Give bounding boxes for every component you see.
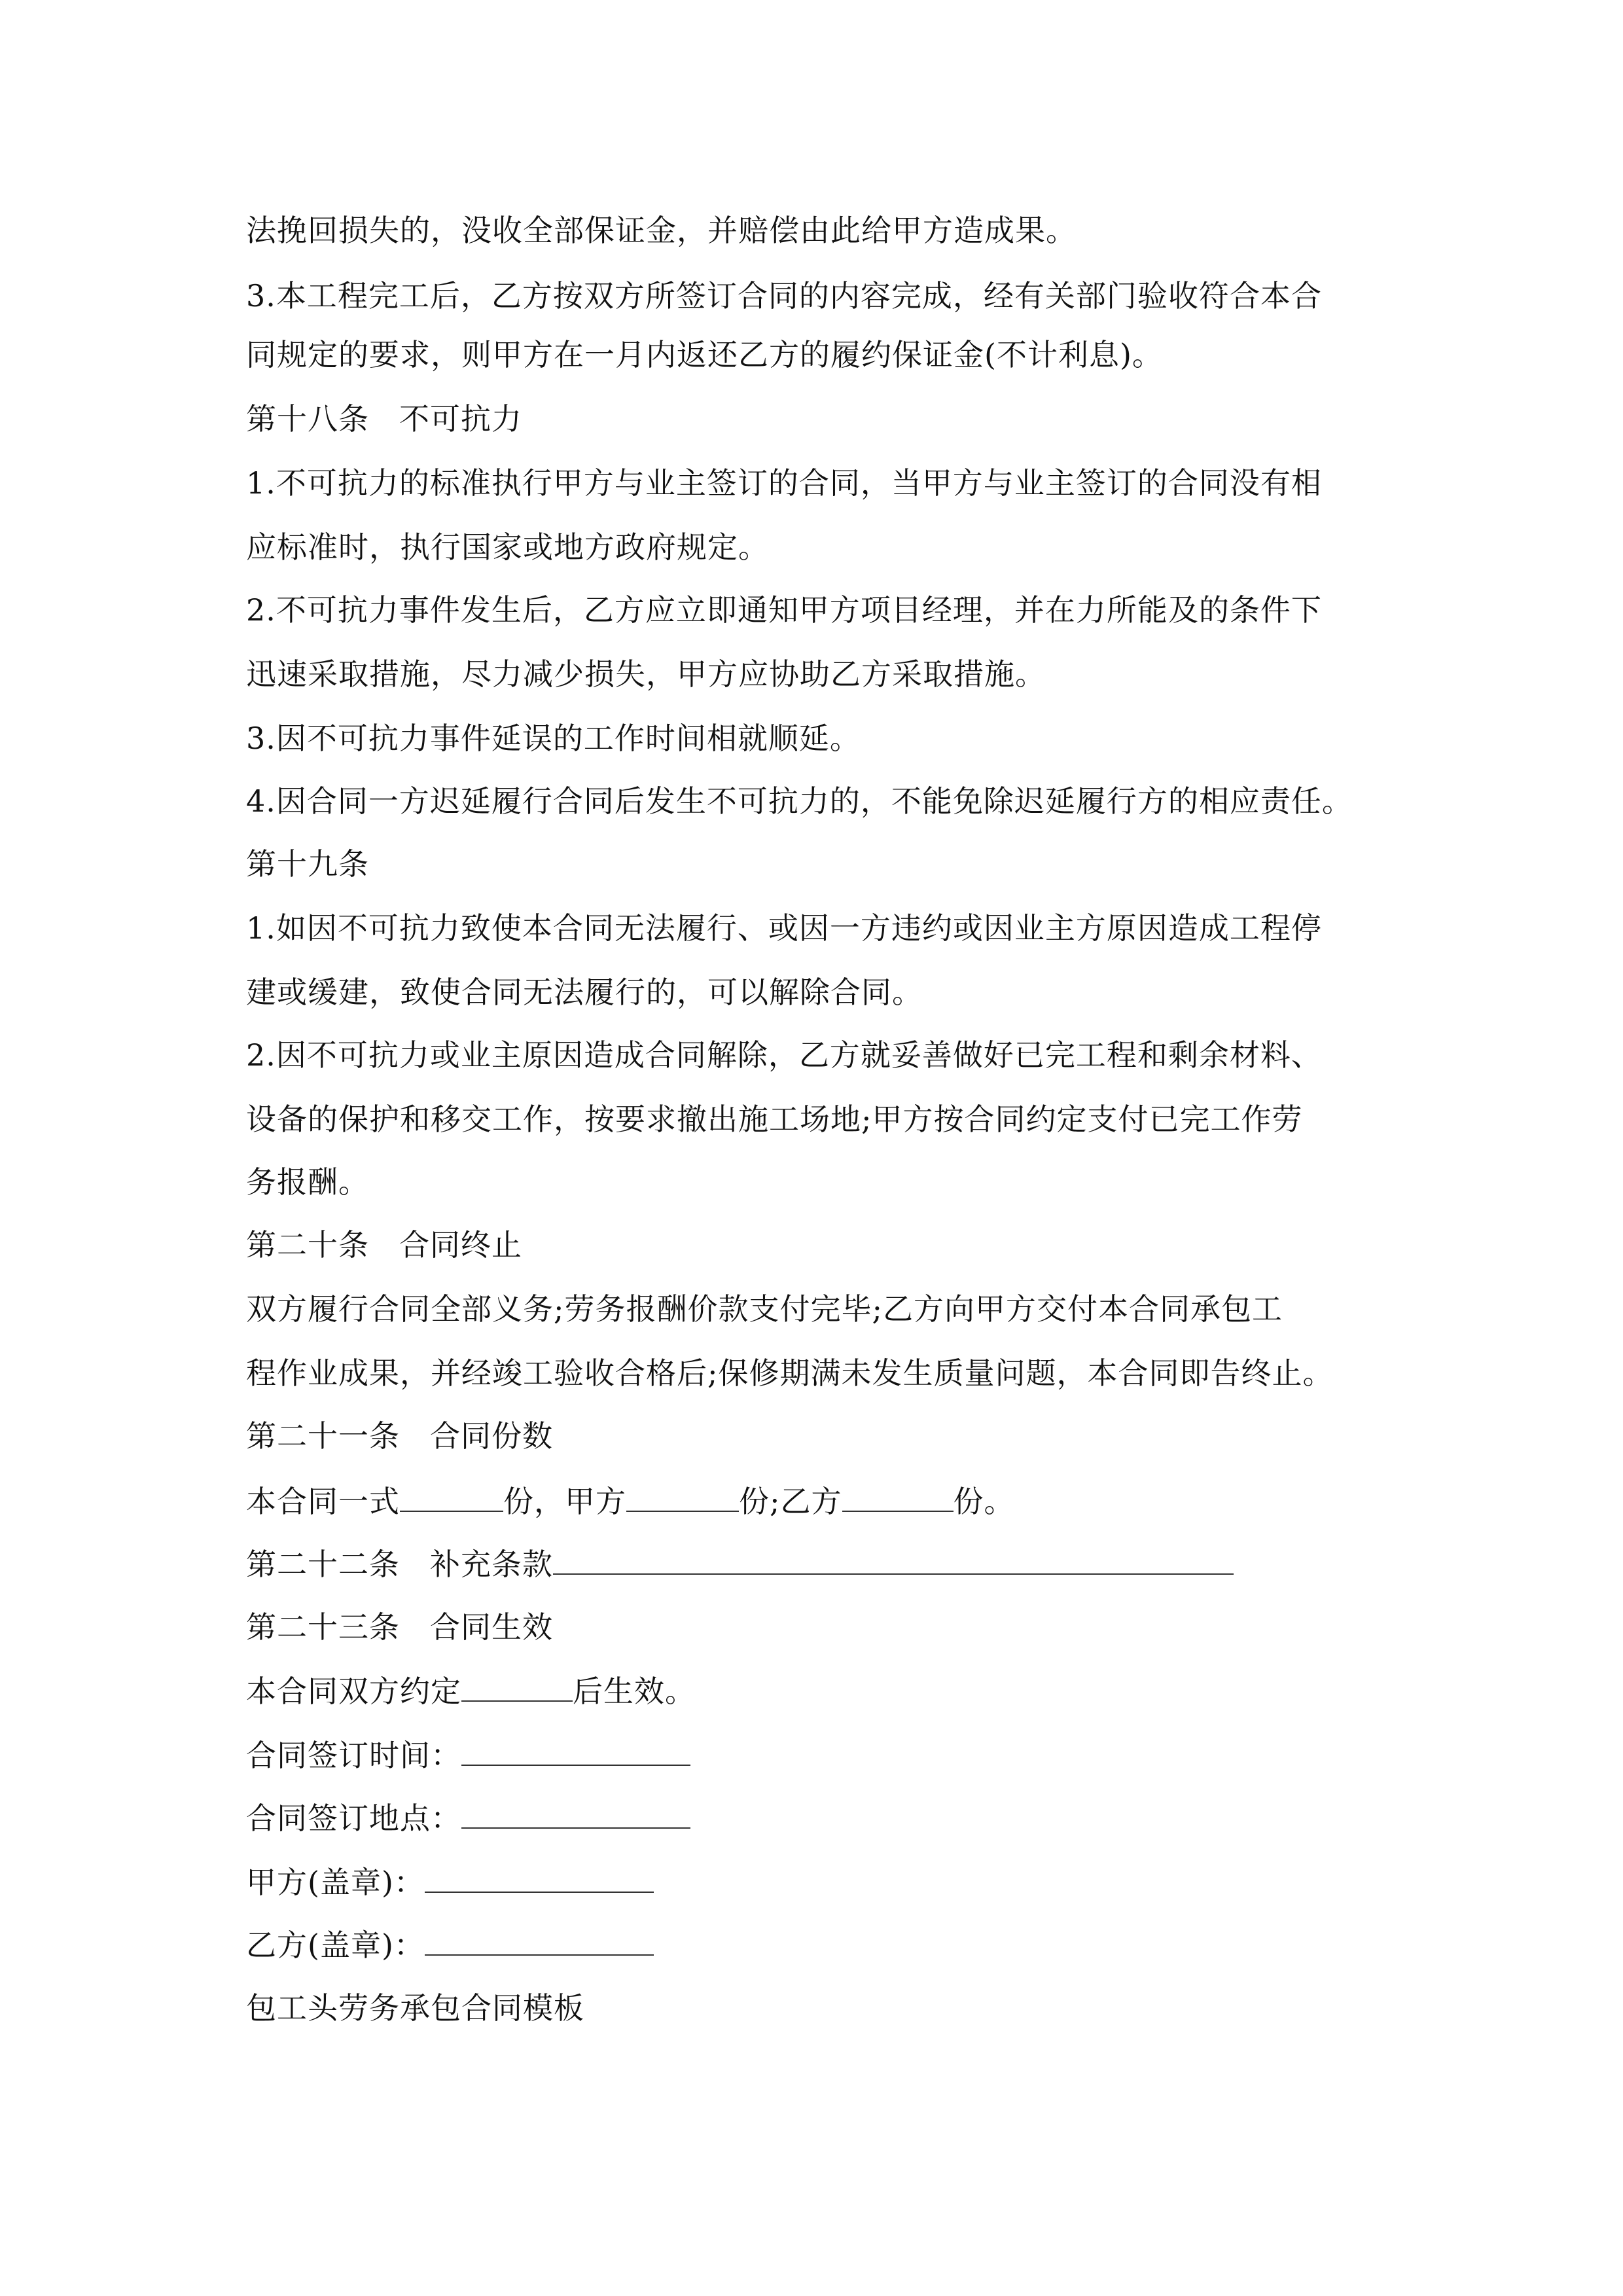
party-a-seal-label: 甲方(盖章)： bbox=[246, 1865, 425, 1900]
paragraph-line: 迅速采取措施，尽力减少损失，甲方应协助乙方采取措施。 bbox=[246, 656, 1046, 692]
copies-total-blank[interactable] bbox=[400, 1480, 503, 1512]
article-number: 第二十三条 bbox=[246, 1609, 400, 1645]
article-title: 合同份数 bbox=[430, 1418, 553, 1454]
paragraph-line: 4.因合同一方迟延履行合同后发生不可抗力的，不能免除迟延履行方的相应责任。 bbox=[246, 783, 1353, 819]
paragraph-line: 建或缓建，致使合同无法履行的，可以解除合同。 bbox=[246, 975, 923, 1010]
party-a-seal-line bbox=[246, 1861, 654, 1902]
paragraph-line: 2.不可抗力事件发生后，乙方应立即通知甲方项目经理，并在力所能及的条件下 bbox=[246, 592, 1322, 628]
party-a-seal-blank[interactable] bbox=[425, 1861, 654, 1893]
paragraph-line: 应标准时，执行国家或地方政府规定。 bbox=[246, 529, 769, 565]
copies-line bbox=[246, 1480, 1015, 1521]
effective-prefix: 本合同双方约定 bbox=[246, 1674, 461, 1709]
signing-time-line bbox=[246, 1734, 690, 1775]
article-22-heading bbox=[246, 1543, 1234, 1584]
copies-unit: 份;乙方 bbox=[739, 1484, 842, 1519]
article-title: 不可抗力 bbox=[399, 401, 522, 437]
signing-place-blank[interactable] bbox=[461, 1797, 690, 1829]
article-number: 第二十条 bbox=[246, 1227, 369, 1263]
signing-place-line bbox=[246, 1797, 690, 1838]
copies-prefix: 本合同一式 bbox=[246, 1484, 400, 1519]
party-b-seal-blank[interactable] bbox=[425, 1924, 654, 1956]
article-21-heading bbox=[246, 1416, 553, 1456]
next-document-title: 包工头劳务承包合同模板 bbox=[246, 1990, 584, 2026]
paragraph-line: 1.如因不可抗力致使本合同无法履行、或因一方违约或因业主方原因造成工程停 bbox=[246, 910, 1322, 946]
article-number: 第二十二条 bbox=[246, 1547, 400, 1582]
article-title: 合同生效 bbox=[430, 1609, 553, 1645]
copies-party-b-blank[interactable] bbox=[842, 1480, 954, 1512]
paragraph-line: 程作业成果，并经竣工验收合格后;保修期满未发生质量问题，本合同即告终止。 bbox=[246, 1355, 1334, 1391]
paragraph-line: 3.因不可抗力事件延误的工作时间相就顺延。 bbox=[246, 721, 861, 756]
signing-time-label: 合同签订时间： bbox=[246, 1738, 461, 1773]
paragraph-line: 1.不可抗力的标准执行甲方与业主签订的合同，当甲方与业主签订的合同没有相 bbox=[246, 465, 1322, 501]
article-20-heading bbox=[246, 1225, 522, 1265]
paragraph-line: 务报酬。 bbox=[246, 1164, 369, 1200]
effective-line bbox=[246, 1670, 696, 1711]
article-number: 第十八条 bbox=[246, 401, 369, 437]
article-19-heading: 第十九条 bbox=[246, 846, 369, 882]
copies-unit: 份。 bbox=[953, 1484, 1015, 1519]
article-18-heading bbox=[246, 399, 522, 439]
effective-condition-blank[interactable] bbox=[461, 1670, 573, 1702]
article-title: 合同终止 bbox=[399, 1227, 522, 1263]
party-b-seal-label: 乙方(盖章)： bbox=[246, 1928, 425, 1963]
paragraph-line: 同规定的要求，则甲方在一月内返还乙方的履约保证金(不计利息)。 bbox=[246, 337, 1163, 372]
supplementary-terms-blank[interactable] bbox=[553, 1543, 1234, 1575]
copies-party-a-blank[interactable] bbox=[626, 1480, 739, 1512]
signing-place-label: 合同签订地点： bbox=[246, 1801, 461, 1836]
paragraph-line: 双方履行合同全部义务;劳务报酬价款支付完毕;乙方向甲方交付本合同承包工 bbox=[246, 1291, 1283, 1327]
article-number: 第二十一条 bbox=[246, 1418, 400, 1454]
article-title: 补充条款 bbox=[430, 1547, 553, 1582]
paragraph-line: 3.本工程完工后，乙方按双方所签订合同的内容完成，经有关部门验收符合本合 bbox=[246, 278, 1322, 314]
article-23-heading bbox=[246, 1607, 553, 1647]
paragraph-line: 2.因不可抗力或业主原因造成合同解除，乙方就妥善做好已完工程和剩余材料、 bbox=[246, 1037, 1322, 1073]
party-b-seal-line bbox=[246, 1924, 654, 1965]
paragraph-line: 法挽回损失的，没收全部保证金，并赔偿由此给甲方造成果。 bbox=[246, 213, 1077, 248]
signing-time-blank[interactable] bbox=[461, 1734, 690, 1766]
effective-suffix: 后生效。 bbox=[573, 1674, 696, 1709]
copies-unit: 份，甲方 bbox=[503, 1484, 626, 1519]
paragraph-line: 设备的保护和移交工作，按要求撤出施工场地;甲方按合同约定支付已完工作劳 bbox=[246, 1102, 1303, 1137]
